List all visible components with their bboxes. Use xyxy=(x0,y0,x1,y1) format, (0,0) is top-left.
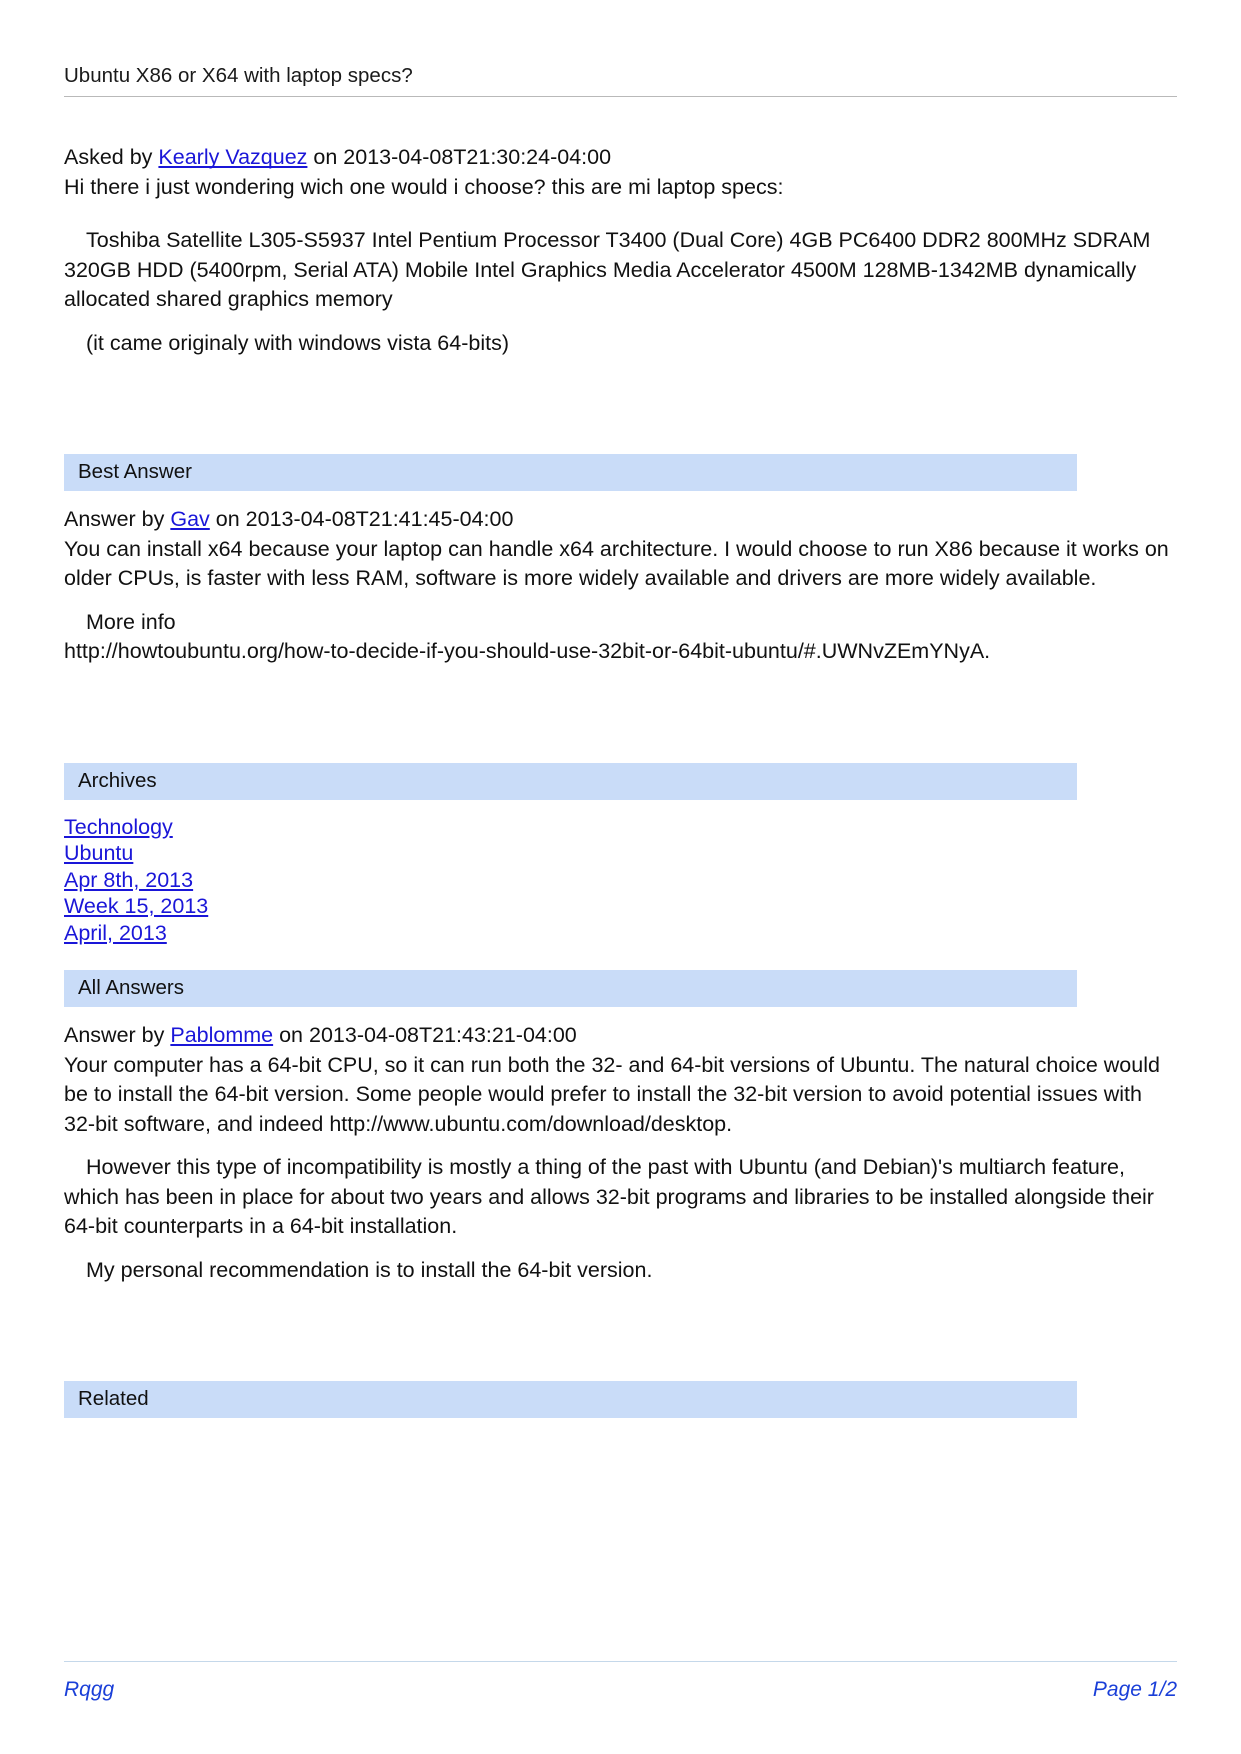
answer-paragraph-2: However this type of incompatibility is mostly a thing of the past with Ubuntu (and Debian)'s multiarch feature, which has been in place for about two years and allows 32-bit programs and libraries to be installed alongside their 64-bit counterparts in a 64-bit installation. xyxy=(64,1155,1160,1238)
footer-page-number: Page 1/2 xyxy=(1092,1678,1177,1701)
spacer xyxy=(64,491,1177,505)
archives-link-list xyxy=(64,814,1177,947)
answer-paragraph-3: My personal recommendation is to install the 64-bit version. xyxy=(86,1257,653,1282)
spacer xyxy=(64,97,1177,143)
best-answer-timestamp: 2013-04-08T21:41:45-04:00 xyxy=(245,507,514,531)
question-intro: Hi there i just wondering wich one would i choose? this are mi laptop specs: xyxy=(64,174,784,199)
best-answer-more-info-url: http://howtoubuntu.org/how-to-decide-if-you-should-use-32bit-or-64bit-ubuntu/#.UWNvZEmYNyA. xyxy=(64,639,991,663)
answer-by-label: Answer by xyxy=(64,507,171,531)
question-timestamp: 2013-04-08T21:30:24-04:00 xyxy=(343,145,612,169)
spacer xyxy=(64,1285,1177,1381)
spacer xyxy=(64,1242,1177,1256)
question-author-link[interactable]: Kearly Vazquez xyxy=(158,145,308,169)
spacer xyxy=(64,315,1177,329)
question-note: (it came originaly with windows vista 64-bits) xyxy=(86,330,509,355)
section-header-best-answer: Best Answer xyxy=(64,454,1077,491)
answer-author-link[interactable]: Pablomme xyxy=(170,1023,274,1047)
archive-link-week[interactable]: Week 15, 2013 xyxy=(64,894,209,918)
best-answer-more-info-label: More info xyxy=(86,609,176,634)
page-title: Ubuntu X86 or X64 with laptop specs? xyxy=(64,62,1177,97)
archive-link-ubuntu[interactable]: Ubuntu xyxy=(64,841,134,865)
spacer xyxy=(64,358,1177,454)
answer-paragraph-1: Your computer has a 64-bit CPU, so it can run both the 32- and 64-bit versions of Ubuntu. The natural choice would be to install the 64-bit version. Some people would prefer to install the 32-bit version to avoid potential issues with 32-bit software, and indeed http://www.ubuntu.com/download/desktop. xyxy=(64,1052,1166,1136)
answer-item xyxy=(64,1021,1177,1285)
spacer xyxy=(64,946,1177,970)
spacer xyxy=(64,1007,1177,1021)
archive-link-day[interactable]: Apr 8th, 2013 xyxy=(64,867,194,892)
asked-on-label: on xyxy=(307,145,344,169)
page-footer xyxy=(64,1661,1177,1702)
answer-timestamp: 2013-04-08T21:43:21-04:00 xyxy=(309,1023,577,1047)
best-answer-body: You can install x64 because your laptop can handle x64 architecture. I would choose to run X86 because it works on older CPUs, is faster with less RAM, software is more widely available and drivers are more widely available. xyxy=(64,536,1175,590)
answer-by-label: Answer by xyxy=(64,1023,171,1047)
archive-link-technology[interactable]: Technology xyxy=(64,814,173,839)
spacer xyxy=(64,594,1177,608)
question-specs: Toshiba Satellite L305-S5937 Intel Pentium Processor T3400 (Dual Core) 4GB PC6400 DDR2 800MHz SDRAM 320GB HDD (5400rpm, Serial ATA) Mobile Intel Graphics Media Accelerator 4500M 128MB-1342MB dynamically allocated shared graphics memory xyxy=(64,228,1157,311)
best-answer-meta xyxy=(64,505,1177,535)
asked-by-label: Asked by xyxy=(64,145,159,169)
archive-link-month[interactable]: April, 2013 xyxy=(64,920,167,945)
footer-site-name: Rqgg xyxy=(64,1678,115,1701)
section-header-archives: Archives xyxy=(64,763,1077,800)
answer-on-label: on xyxy=(273,1023,309,1047)
answer-on-label: on xyxy=(209,507,246,531)
section-header-related: Related xyxy=(64,1381,1077,1418)
answer-meta xyxy=(64,1021,1177,1051)
section-header-all-answers: All Answers xyxy=(64,970,1077,1007)
spacer xyxy=(64,202,1177,226)
question-meta xyxy=(64,143,1177,173)
spacer xyxy=(64,1139,1177,1153)
spacer xyxy=(64,667,1177,763)
spacer xyxy=(64,800,1177,814)
best-answer-author-link[interactable]: Gav xyxy=(170,507,210,531)
